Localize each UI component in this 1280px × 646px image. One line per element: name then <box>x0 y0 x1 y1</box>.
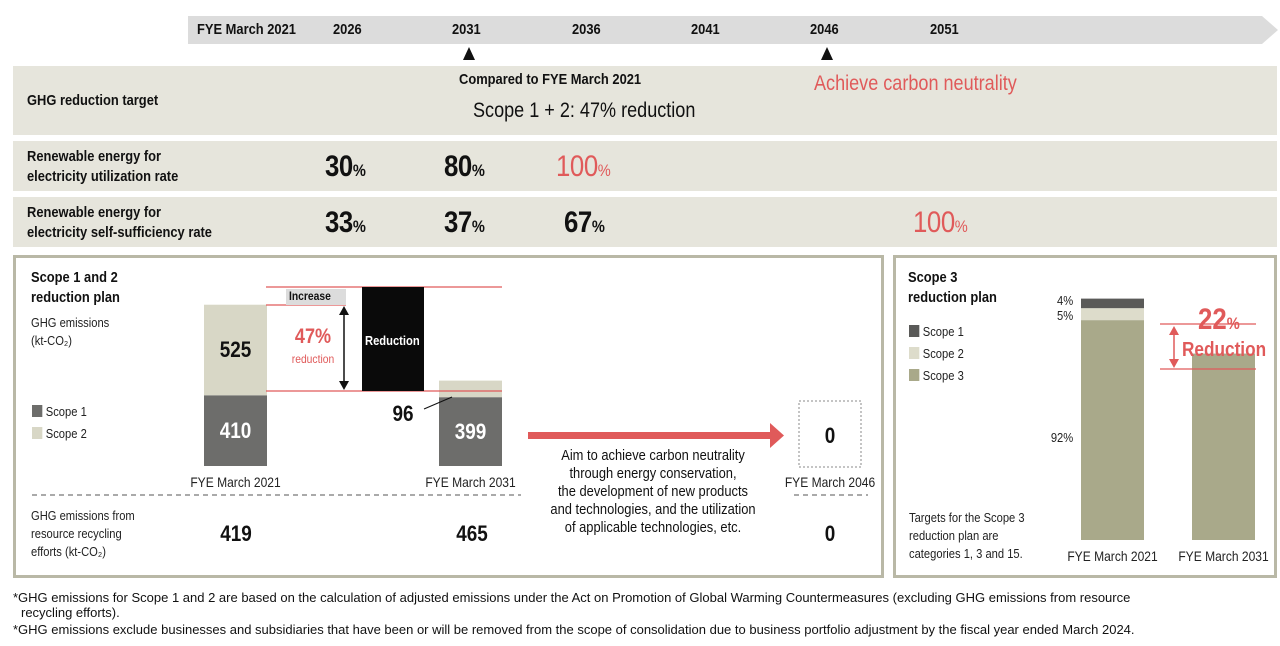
ghg-target-band <box>13 66 1277 135</box>
marker-2046-icon <box>821 47 833 60</box>
scope12-unit: GHG emissions (kt-CO₂) <box>31 315 110 348</box>
recycling-2046: 0 <box>824 521 836 546</box>
value-scope2-1: 96 <box>392 401 414 426</box>
legend-scope2: Scope 2 <box>32 425 87 443</box>
re-self-2031: 37% <box>444 206 485 239</box>
timeline-year-2041: 2041 <box>691 21 720 38</box>
bar3-s3-0 <box>1081 320 1144 540</box>
category-2: FYE March 2046 <box>784 474 876 490</box>
scope3-note: Targets for the Scope 3 reduction plan are categories 1, 3 and 15. <box>909 510 1025 561</box>
reduction3-label: Reduction <box>1182 339 1267 361</box>
footnote-1b: recycling efforts). <box>21 605 120 620</box>
timeline-year-2036: 2036 <box>572 21 601 38</box>
bar3-s2-0 <box>1081 308 1144 320</box>
re-self-2051: 100% <box>913 206 968 239</box>
re-utilization-label: Renewable energy for electricity utilization rate <box>27 148 179 185</box>
re-util-2031: 80% <box>444 150 485 183</box>
timeline-year-2021: FYE March 2021 <box>197 21 296 38</box>
timeline-year-2031: 2031 <box>452 21 481 38</box>
value-scope1-0: 410 <box>219 417 252 443</box>
legend3-scope3: Scope 3 <box>909 365 964 387</box>
timeline-year-2051: 2051 <box>930 21 959 38</box>
ghg-scope12-text: Scope 1 + 2: 47% reduction <box>473 99 696 122</box>
scope12-title: Scope 1 and 2 reduction plan <box>31 269 120 306</box>
reduction3-pct: 22% <box>1198 303 1240 336</box>
footnotes <box>13 590 1273 637</box>
recycling-2021: 419 <box>220 521 252 546</box>
category3-1: FYE March 2031 <box>1178 548 1269 564</box>
scope3-title: Scope 3 reduction plan <box>908 269 997 306</box>
bar3-s1-0 <box>1081 299 1144 309</box>
legend3-scope1: Scope 1 <box>909 321 964 343</box>
re-self-2026: 33% <box>325 206 366 239</box>
footnote-1: *GHG emissions for Scope 1 and 2 are based on the calculation of adjusted emissions under the Act on Promotion of Global Warming Countermeasures (excluding GHG emissions from resource <box>13 590 1131 605</box>
category-1: FYE March 2031 <box>425 474 516 490</box>
recycling-label: GHG emissions from resource recycling efforts (kt-CO₂) <box>31 508 135 559</box>
recycling-2031: 465 <box>456 521 488 546</box>
pct-scope2: 5% <box>1057 308 1074 324</box>
timeline-arrow <box>0 0 1280 60</box>
re-utilization-band <box>13 141 1277 191</box>
legend-scope1: Scope 1 <box>32 403 87 421</box>
legend3-scope2: Scope 2 <box>909 343 964 365</box>
ghg-neutral-text: Achieve carbon neutrality <box>814 72 1017 95</box>
re-util-2026: 30% <box>325 150 366 183</box>
pct-47-label: 47% <box>294 325 332 348</box>
bar3-s3-1 <box>1192 354 1255 540</box>
re-self-sufficiency-band <box>13 197 1277 247</box>
bar-scope2-1 <box>439 381 502 398</box>
re-self-2036: 67% <box>564 206 605 239</box>
marker-2031-icon <box>463 47 475 60</box>
footnote-2: *GHG emissions exclude businesses and subsidiaries that have been or will be removed from the scope of consolidation due to business portfolio adjustment by the fiscal year ended March 2024. <box>13 622 1135 637</box>
ghg-target-label: GHG reduction target <box>27 92 159 109</box>
re-self-label: Renewable energy for electricity self-sufficiency rate <box>27 204 212 241</box>
aim-text: Aim to achieve carbon neutrality through energy conservation, the development of new products and technologies, and the utilization of applicable technologies, etc. <box>550 447 756 536</box>
aim-arrow-icon <box>528 432 778 439</box>
timeline <box>0 0 1280 60</box>
category3-0: FYE March 2021 <box>1067 548 1158 564</box>
timeline-year-2026: 2026 <box>333 21 362 38</box>
timeline-year-2046: 2046 <box>810 21 839 38</box>
value-scope1-1: 399 <box>454 418 487 444</box>
re-util-2036: 100% <box>556 150 611 183</box>
pct-47-sub: reduction <box>291 352 335 366</box>
value-scope2-0: 525 <box>219 336 252 362</box>
value-2046: 0 <box>824 423 836 448</box>
category-0: FYE March 2021 <box>190 474 281 490</box>
pct-scope3: 92% <box>1050 430 1074 445</box>
scope12-panel <box>13 255 884 578</box>
scope3-panel <box>893 255 1277 578</box>
ghg-compared-text: Compared to FYE March 2021 <box>459 71 642 88</box>
pct-scope1: 4% <box>1057 292 1074 308</box>
reduction-label: Reduction <box>365 333 420 348</box>
increase-label: Increase <box>289 289 331 303</box>
